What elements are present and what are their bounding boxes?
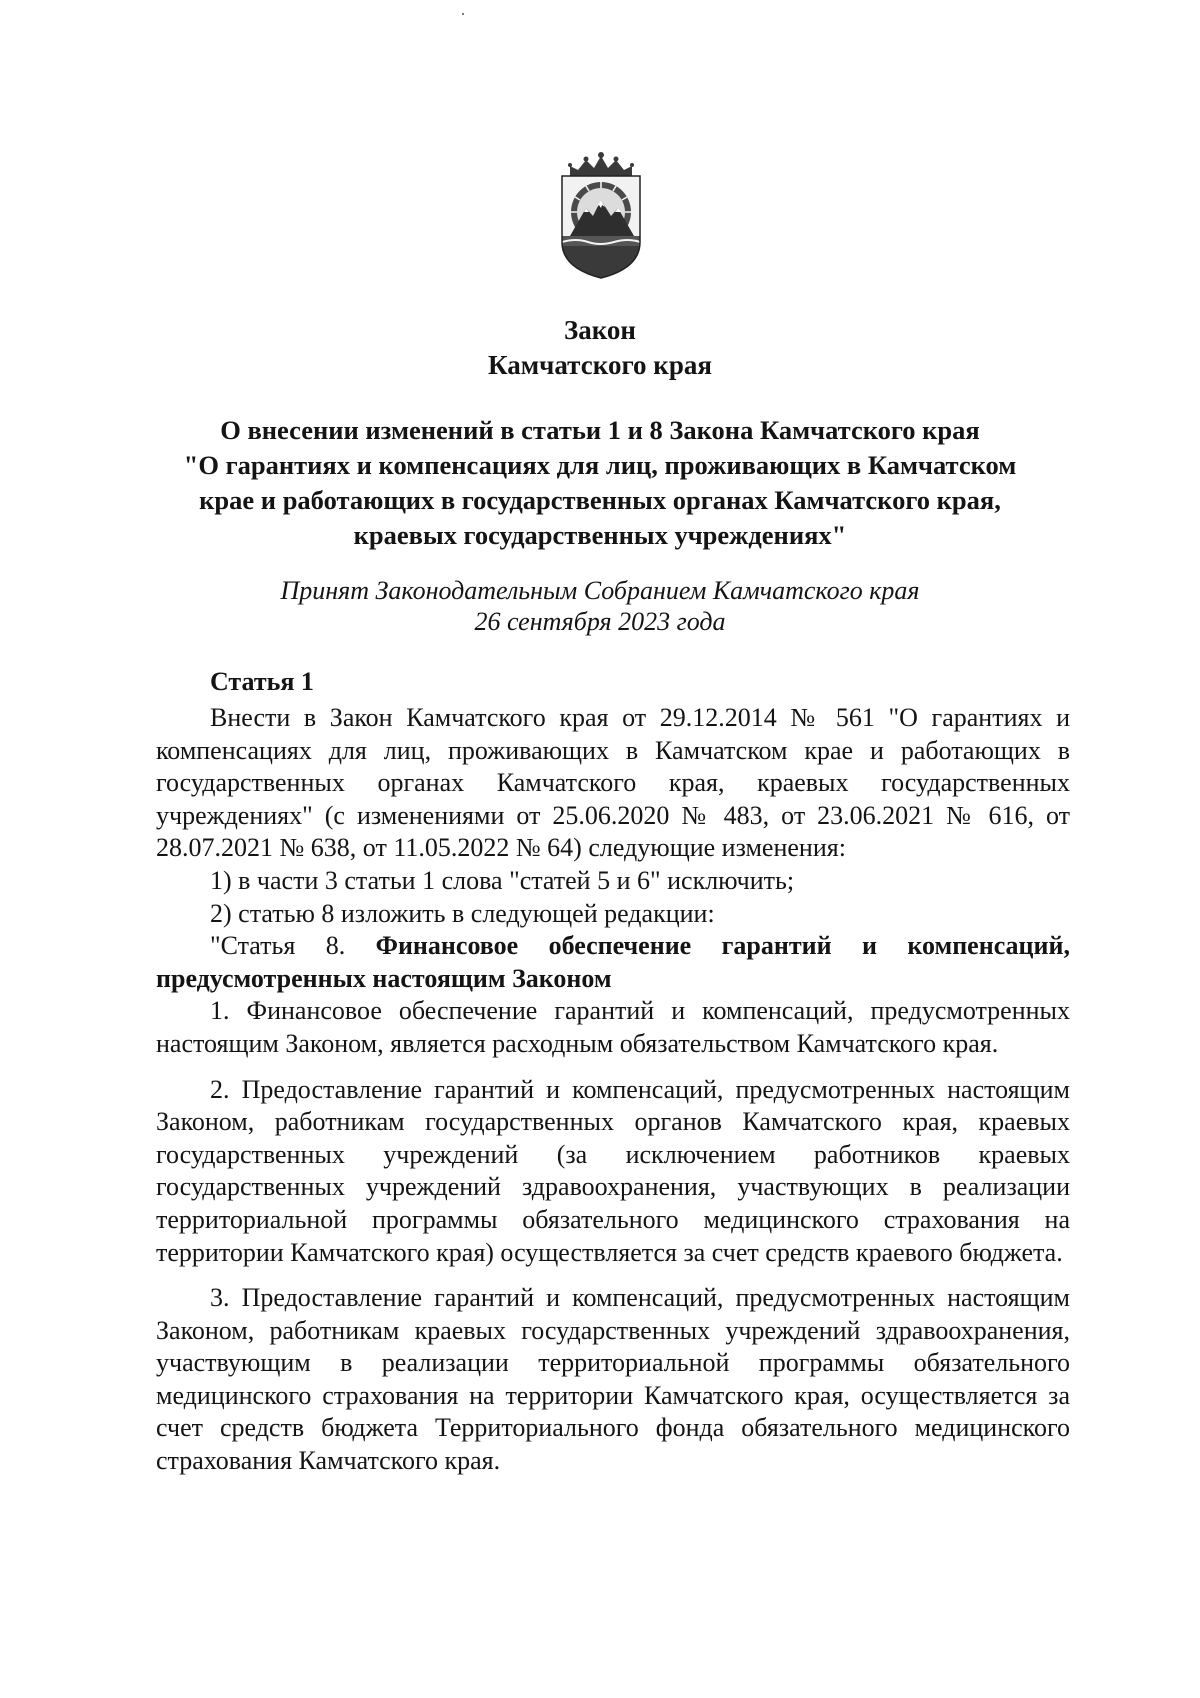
article-8-prefix: "Статья 8. [210,931,346,961]
scan-speck [462,13,464,15]
kamchatka-coat-of-arms-emblem [556,150,646,282]
article-1-body [156,702,1070,1478]
document-type-heading: Закон [563,315,636,345]
law-title-line: "О гарантиях и компенсациях для лиц, проживающих в Камчатском [183,450,1017,480]
article-8-heading [156,930,1070,995]
article-8-part-1: 1. Финансовое обеспечение гарантий и компенсаций, предусмотренных настоящим Законом, является расходным обязательством Камчатского края. [156,996,1070,1058]
article-1-intro-paragraph: Внести в Закон Камчатского края от 29.12.2014 № 561 "О гарантиях и компенсациях для лиц, проживающих в Камчатском крае и работающих в государственных органах Камчатского края, краевых государственных учреждениях" (с изменениями от 25.06.2020 № 483, от 23.06.2021 № 616, от 28.07.2021 № 638, от 11.05.2022 № 64) следующие изменения: [156,703,1070,863]
article-1-heading: Статья 1 [210,667,314,696]
issuing-region-heading: Камчатского края [488,350,712,380]
law-title-line: О внесении изменений в статьи 1 и 8 Закона Камчатского края [220,415,980,445]
law-title [140,413,1060,553]
law-title-line: краевых государственных учреждениях" [353,520,847,550]
adoption-note: Принят Законодательным Собранием Камчатского края [280,576,920,605]
article-8-title: Финансовое обеспечение гарантий и компенсаций, предусмотренных настоящим Законом [156,931,1070,993]
amendment-item-1: 1) в части 3 статьи 1 слова "статей 5 и 6" исключить; [210,865,795,895]
adoption-date: 26 сентября 2023 года [474,607,726,636]
article-8-part-3: 3. Предоставление гарантий и компенсаций, предусмотренных настоящим Законом, работникам краевых государственных учреждений здравоохранения, участвующим в реализации территориальной программы обязательного медицинского страхования на территории Камчатского края, осуществляется за счет средств бюджета Территориального фонда обязательного медицинского страхования Камчатского края. [156,1283,1070,1476]
amendment-item-2: 2) статью 8 изложить в следующей редакции: [210,898,715,928]
article-8-part-2: 2. Предоставление гарантий и компенсаций, предусмотренных настоящим Законом, работникам государственных органов Камчатского края, краевых государственных учреждений (за исключением работников краевых государственных учреждений здравоохранения, участвующих в реализации территориальной программы обязательного медицинского страхования на территории Камчатского края) осуществляется за счет средств краевого бюджета. [156,1074,1070,1267]
law-title-line: крае и работающих в государственных органах Камчатского края, [199,485,1001,515]
